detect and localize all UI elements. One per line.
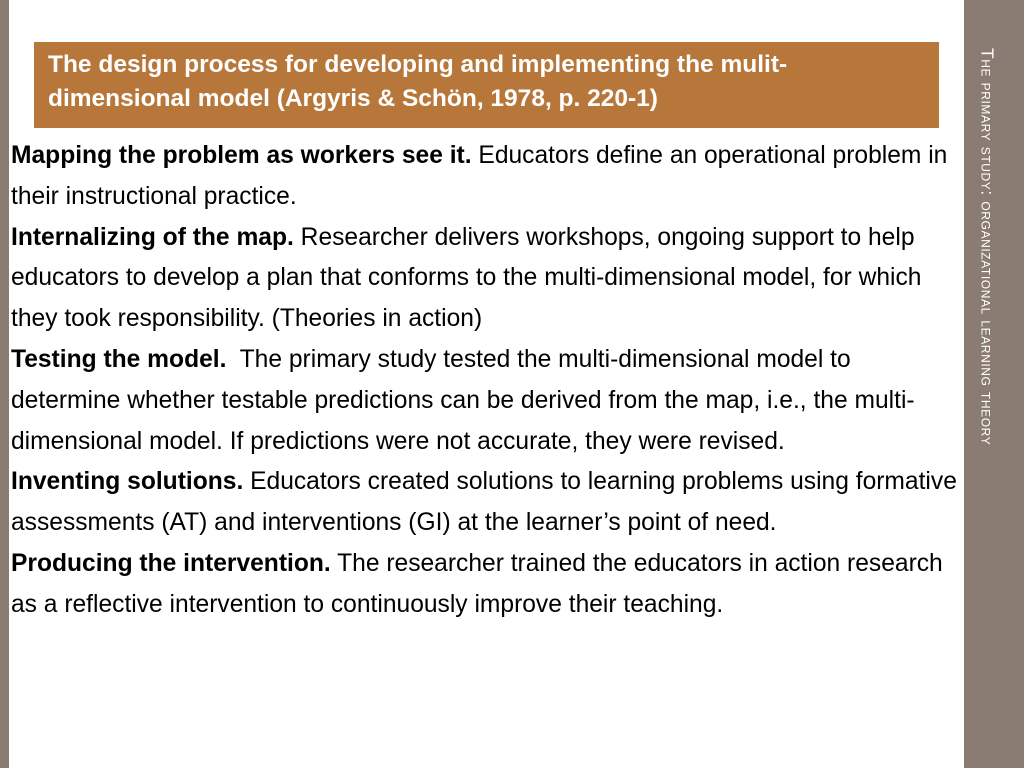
body-item-producing	[11, 544, 961, 626]
slide-title-box	[34, 42, 939, 128]
body-item-internalizing	[11, 218, 961, 340]
body-item-heading: Inventing solutions.	[11, 468, 244, 496]
slide-title: The design process for developing and implementing the mulit-dimensional model (Argyris & Schön, 1978, p. 220-1)	[48, 51, 788, 112]
body-item-inventing	[11, 462, 961, 544]
body-item-heading: Testing the model.	[11, 345, 227, 373]
body-item-testing	[11, 340, 961, 462]
slide-body	[11, 136, 961, 626]
body-item-text: Educators created solutions to learning problems using formative assessments (AT) and interventions (GI) at the learner’s point of need.	[11, 468, 957, 537]
body-item-mapping	[11, 136, 961, 218]
body-item-text: Researcher delivers workshops, ongoing support to help educators to develop a plan that conforms to the multi-dimensional model, for which they took responsibility. (Theories in action)	[11, 223, 922, 333]
body-item-heading: Mapping the problem as workers see it.	[11, 142, 472, 169]
body-item-heading: Internalizing of the map.	[11, 223, 294, 251]
body-item-text: The researcher trained the educators in action research as a reflective intervention to continuously improve their teaching.	[11, 549, 943, 618]
body-item-text: Educators define an operational problem in their instructional practice.	[11, 142, 948, 210]
left-accent-bar	[0, 0, 9, 768]
body-item-text: The primary study tested the multi-dimensional model to determine whether testable predictions can be derived from the map, i.e., the multi-dimensional model. If predictions were not accurate, they were revised.	[11, 345, 915, 455]
body-item-heading: Producing the intervention.	[11, 549, 331, 577]
side-title: The primary study: organizational learning theory	[977, 48, 998, 446]
